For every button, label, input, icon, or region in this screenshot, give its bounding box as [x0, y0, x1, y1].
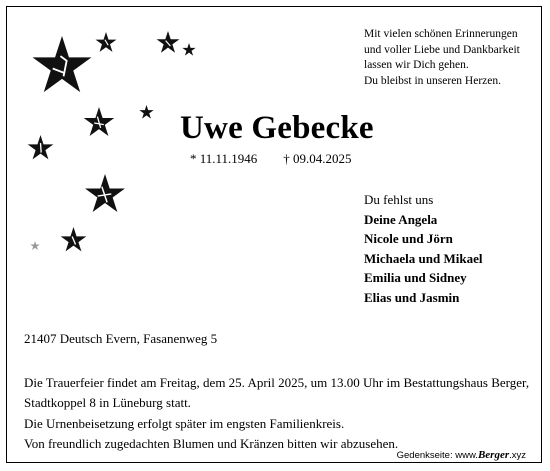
footer-brand: Berger	[477, 449, 510, 461]
star-icon	[60, 227, 87, 254]
mourner-name: Nicole und Jörn	[364, 231, 453, 246]
star-icon	[182, 43, 196, 57]
funeral-paragraph: Die Trauerfeier findet am Freitag, dem 25. April 2025, um 13.00 Uhr im Bestattungshaus Berger, Stadtkoppel 8 in Lüneburg statt.	[24, 375, 530, 410]
quote-line: Mit vielen schönen Erinnerungen	[364, 28, 518, 40]
footer-suffix: .xyz	[509, 450, 526, 461]
star-icon	[139, 105, 154, 120]
service-info	[24, 373, 532, 454]
star-icon	[95, 32, 117, 54]
mourner-name: Deine Angela	[364, 211, 438, 227]
memorial-quote	[364, 27, 544, 89]
mourner-name: Michaela und Mikael	[364, 250, 483, 266]
mourner-name: Elias und Jasmin	[364, 289, 460, 305]
birth-date: * 11.11.1946	[190, 151, 258, 166]
star-icon	[30, 36, 94, 98]
quote-line: Du bleibst in unseren Herzen.	[364, 74, 502, 87]
footer-prefix: Gedenkseite: www.	[396, 450, 478, 461]
deceased-name: Uwe Gebecke	[180, 110, 374, 146]
life-dates	[190, 151, 352, 167]
star-icon	[27, 135, 54, 162]
quote-line: lassen wir Dich gehen.	[364, 59, 469, 71]
mourners-list	[364, 190, 482, 307]
memorial-website-link[interactable]	[397, 449, 526, 461]
flowers-paragraph: Von freundlich zugedachten Blumen und Kränzen bitten wir abzusehen.	[24, 436, 399, 451]
quote-line: und voller Liebe und Dankbarkeit	[364, 43, 520, 56]
star-icon	[84, 174, 126, 216]
death-date: † 09.04.2025	[283, 151, 352, 166]
star-icon	[83, 107, 115, 139]
family-address: 21407 Deutsch Evern, Fasanenweg 5	[24, 331, 218, 346]
burial-paragraph: Die Urnenbeisetzung erfolgt später im engsten Familienkreis.	[24, 416, 345, 431]
mourner-name: Emilia und Sidney	[364, 270, 467, 285]
mourners-intro: Du fehlst uns	[364, 192, 434, 207]
star-icon	[156, 31, 180, 55]
star-icon	[30, 241, 40, 251]
